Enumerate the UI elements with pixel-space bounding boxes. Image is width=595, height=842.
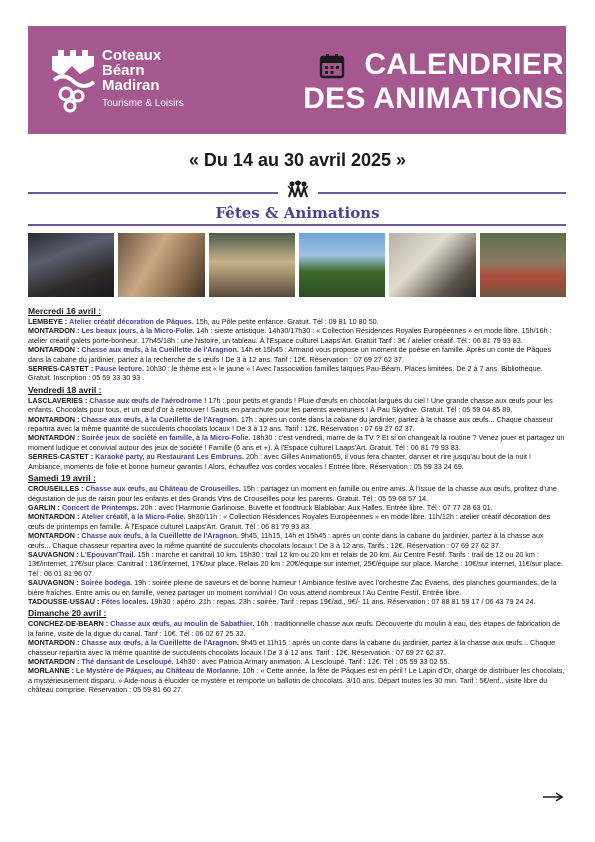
event-details: 18h30 : c'est vendredi, marre de la TV ? Et si on changeait la routine ? Venez jouer et partagez un moment ludique et convivial autour des jeux de société ! Famille (6 ans et +). À l'Espace culturel Laaps'Art. Gratuit. Tél : 06 81 79 93 83. xyxy=(28,433,565,452)
event-location: MONTARDON : xyxy=(28,326,80,336)
event-details: 14h30 : avec Patricia Armary animation. À Lescloupé. Tarif : 12€. Tél : 05 59 33 02 55. xyxy=(173,657,450,666)
day-heading: Samedi 19 avril : xyxy=(28,473,96,484)
day-heading: Dimanche 20 avril : xyxy=(28,608,107,619)
divider-right xyxy=(318,192,566,194)
event-title: Pause lecture. xyxy=(95,364,144,374)
event-location: SAUVAGNON : xyxy=(28,549,79,559)
event-location: MONTARDON : xyxy=(28,345,80,355)
event-details: 17h : après un conte dans la cabane du jardinier, partez à la chasse aux œufs... Chaque chasseur repartira avec la même quantité de succulents chocolats locaux ! De 3 à 12 ans. Tarif : 12€. Réservation : 07 69 27 62 37. xyxy=(28,414,553,434)
brand-name-line: Coteaux xyxy=(102,47,162,64)
event-entry xyxy=(28,364,566,383)
event-details: 14h et 15h45 : Armand vous propose un moment de poésie en famille. Après un conte de Pâques dans la cabane du jardinier, partez à la recherche de s œufs ! De 3 à 12 ans. Tarif : 12€. Réservation : 07 69 27 62 37. xyxy=(28,345,551,364)
event-location: MONTARDON : xyxy=(28,433,80,443)
event-details: 20h : avec l'Harmonie Garlinoise. Buvette et foodtruck Blablabar. Aux Halles. Entrée libre. Tél : 07 77 28 63 01. xyxy=(138,502,493,512)
events-list xyxy=(28,304,566,695)
brand-logo xyxy=(50,46,200,118)
event-title: Thé dansant de Lescloupé. xyxy=(81,657,174,666)
event-entry xyxy=(28,512,566,531)
event-location: MORLANNE : xyxy=(28,666,74,676)
period-heading: « Du 14 au 30 avril 2025 » xyxy=(188,150,407,170)
event-title: Atelier créatif décoration de Pâques. xyxy=(69,317,194,326)
photo-workshop xyxy=(118,233,204,297)
event-entry xyxy=(28,666,566,694)
photo-music-band xyxy=(209,233,295,297)
event-title: Chasse aux œufs, à la Cueillette de l'Aragnon. xyxy=(81,638,239,648)
event-entry xyxy=(28,317,566,326)
brand-name-line: Béarn xyxy=(102,62,145,79)
day-heading: Mercredi 16 avril : xyxy=(28,306,102,316)
event-title: Chasse aux œufs, à la Cueillette de l'Aragnon. xyxy=(81,345,239,355)
event-details: 9h45 et 11h15 : après un conte dans la cabane du jardinier, partez à la chasse aux œufs... Chaque chasseur repartira avec la même quantité de succulents chocolats locaux ! De 3 à 12 ans. Tarif : 12€. Réservation : 07 69 27 62 37. xyxy=(28,638,556,657)
photo-egg-hunt xyxy=(299,233,385,297)
photo-trail-run xyxy=(480,233,566,297)
photo-strip xyxy=(28,233,566,297)
event-details: 16h : traditionnelle chasse aux œufs. Découverte du moulin à eau, des étapes de fabrication de la farine, visite de la digue du canal. Tarif : 10€. Tél : 06 02 67 25 32. xyxy=(28,619,561,638)
brand-name xyxy=(102,48,161,93)
event-title: L'Epouvan'Trail. xyxy=(80,549,136,559)
party-people-icon xyxy=(286,180,310,198)
event-location: LASCLAVERIES : xyxy=(28,395,88,405)
event-details: 10h : « Cette année, la fête de Pâques est en péril ! Le Lapin d'Or, chargé de distribuer les chocolats, a mystérieusement disparu. » Aide-nous à élucider ce mystère et remporte un ballotin de chocolats. 3/10 ans. Départ toutes les 30 min. Tarif : 5€/enf., visite libre du château comprise. Réservation : 05 59 81 60 27. xyxy=(28,666,565,695)
event-details: 10h30 : le thème est « le jaune » ! Avec l'association familles laïques Pau-Béarn. Places limitées. De 2 à 7 ans. Bibliothèque. Gratuit. Inscription : 05 59 33 30 93 . xyxy=(28,364,543,383)
event-title: Karaoké party, au Restaurant Les Embruns. xyxy=(95,452,244,462)
event-title: Chasse aux œufs de l'aérodrome ! xyxy=(89,395,207,405)
event-location: MONTARDON : xyxy=(28,531,80,541)
event-location: MONTARDON : xyxy=(28,414,80,424)
event-title: Atelier créatif, à la Micro-Folie. xyxy=(81,512,186,522)
event-location: CROUSEILLES : xyxy=(28,484,84,494)
event-location: SERRES-CASTET : xyxy=(28,364,94,374)
castle-logo-icon xyxy=(50,46,96,116)
event-location: MONTARDON : xyxy=(28,638,80,648)
divider-left xyxy=(28,192,278,194)
section-title: Fêtes & Animations xyxy=(215,204,380,222)
title-line-1: CALENDRIER xyxy=(364,48,564,81)
event-title: Chasse aux œufs, à la Cueillette de l'Aragnon. xyxy=(81,414,239,424)
event-details: 19h30 : apéro. 21h : repas. 23h : soirée. Tarif : repas 19€/ad., 9€/- 11 ans. Réservation : 07 88 81 59 17 / 06 43 79 24 24. xyxy=(148,596,536,606)
event-entry xyxy=(28,578,566,597)
event-title: Soirée jeux de société en famille, à la Micro-Folie. xyxy=(81,433,251,443)
event-details: 17h : pour petits et grands ! Pluie d'œufs en chocolat largués du ciel ! Une grande chasse aux œufs pour les enfants. Chocolats pour tous, et un œuf d'or à retrouver ! Sauts en parachute pour les parents aventuriers ! À Pau Skydive. Gratuit. Tél : 05 59 04 85 89. xyxy=(28,395,553,415)
event-location: CONCHEZ-DE-BEARN : xyxy=(28,619,109,629)
event-details: 15h, au Pôle petite enfance. Gratuit. Tél : 09 81 10 80 50. xyxy=(193,317,379,326)
event-details: 20h : avec Gilles Animation65, il vous fera chanter, danser et rire jusqu'au bout de la nuit ! Ambiance, moments de folie et bonne humeur garantis ! Alors, échauffez vos cordes vocales ! Entrée libre. Réservation : 05 59 33 24 69. xyxy=(28,452,531,471)
photo-cinema xyxy=(28,233,114,297)
event-details: 15h : partagez un moment en famille ou entre amis. À l'issue de la chasse aux œufs, profitez d'une dégustation de jus de raisin pour les enfants et des Grands Vins de Crouseilles pour les parents. Gratuit. Tél : 05 59 68 57 14. xyxy=(28,484,557,503)
event-title: Concert de Printemps. xyxy=(61,502,139,512)
day-heading: Vendredi 18 avril : xyxy=(28,384,102,395)
event-details: 14h : sieste artistique. 14h30/17h30 : « Collection Résidences Royales Européennes » en mode libre. 15h/16h : atelier créatif galets porte-bonheur. 17h45/18h : une histoire, un tableau. À l'Espace culturel Laaps'Art. Gratuit Tarif : 3€ / atelier créatif. Tél : 06 81 79 93 83. xyxy=(28,326,552,345)
event-title: Les beaux jours, à la Micro-Folie. xyxy=(81,326,195,336)
event-entry xyxy=(28,326,566,345)
event-entry xyxy=(28,503,566,512)
event-location: LEMBEYE : xyxy=(28,317,68,326)
event-location: SERRES-CASTET : xyxy=(28,452,94,462)
event-details: 9h45, 11h15, 14h et 15h45 : après un conte dans la cabane du jardinier, partez à la chasse aux œufs... Chaque chasseur repartira avec la même quantité de succulents chocolats locaux ! De 3 à 12 ans. Tarifs : 12€. Réservation : 07 69 27 62 37. xyxy=(28,531,544,550)
event-title: Chasse aux œufs, au moulin de Sabathier. xyxy=(110,619,255,629)
event-location: GARLIN : xyxy=(28,502,60,512)
page-title xyxy=(302,48,564,116)
brand-name-line: Madiran xyxy=(102,77,160,94)
event-entry xyxy=(28,484,566,503)
event-title: Chasse aux œufs, à la Cueillette de l'Aragnon. xyxy=(81,531,239,541)
event-title: Le Mystère de Pâques, au Château de Morlanne. xyxy=(75,666,241,676)
event-entry xyxy=(28,550,566,578)
event-title: Chasse aux œufs, au Château de Crouseilles. xyxy=(85,484,241,494)
event-entry xyxy=(28,657,566,666)
photo-games xyxy=(389,233,475,297)
arrow-right-icon xyxy=(542,792,564,802)
event-location: TADOUSSE-USSAU : xyxy=(28,596,100,606)
event-location: SAUVAGNON : xyxy=(28,578,79,588)
event-entry xyxy=(28,638,566,657)
brand-tagline: Tourisme & Loisirs xyxy=(102,98,184,109)
divider-bottom xyxy=(28,224,566,226)
event-entry xyxy=(28,415,566,434)
event-location: MONTARDON : xyxy=(28,657,80,666)
event-entry xyxy=(28,452,566,471)
event-entry xyxy=(28,433,566,452)
event-entry xyxy=(28,597,566,606)
event-location: MONTARDON : xyxy=(28,512,80,522)
event-details: 19h : soirée pleine de saveurs et de bonne humeur ! Ambiance festive avec l'orchestre Zac Evaens, des planches gourmandes, de la bière fraîches. Entre amis ou en famille, venez partager un moment convivial ! On vous attend nombreux ! Au Centre Festif. Entrée libre. xyxy=(28,578,557,597)
event-details: 15h : marche et canitrail 10 km. 15h30 : trail 12 km ou 20 km et relais de 20 km. Au Centre Festif. Tarifs : trail de 12 ou 20 km : 13€/internet, 17€/sur place. Canitrail : 13€/internet, 17€/sur place. Relais 20 km : 20€/équipe sur internet, 25€/équipe sur place. Marche : 10€/sur internet, 11€/sur place. Tél : 06 01 81 96 07. xyxy=(28,549,563,578)
event-title: Fêtes locales. xyxy=(101,596,149,606)
event-entry xyxy=(28,396,566,415)
title-line-2: DES ANIMATIONS xyxy=(303,82,564,115)
event-entry xyxy=(28,619,566,638)
header-banner xyxy=(28,26,566,134)
event-entry xyxy=(28,345,566,364)
event-details: 9h30/11h : « Collection Résidences Royales Européennes » en mode libre. 11h/12h : atelier créatif décoration des œufs de printemps en famille. À l'Espace culturel Laaps'Art. Gratuit. Tél : 06 81 79 93 83. xyxy=(28,512,551,531)
event-entry xyxy=(28,531,566,550)
event-title: Soirée bodega. xyxy=(80,578,133,588)
